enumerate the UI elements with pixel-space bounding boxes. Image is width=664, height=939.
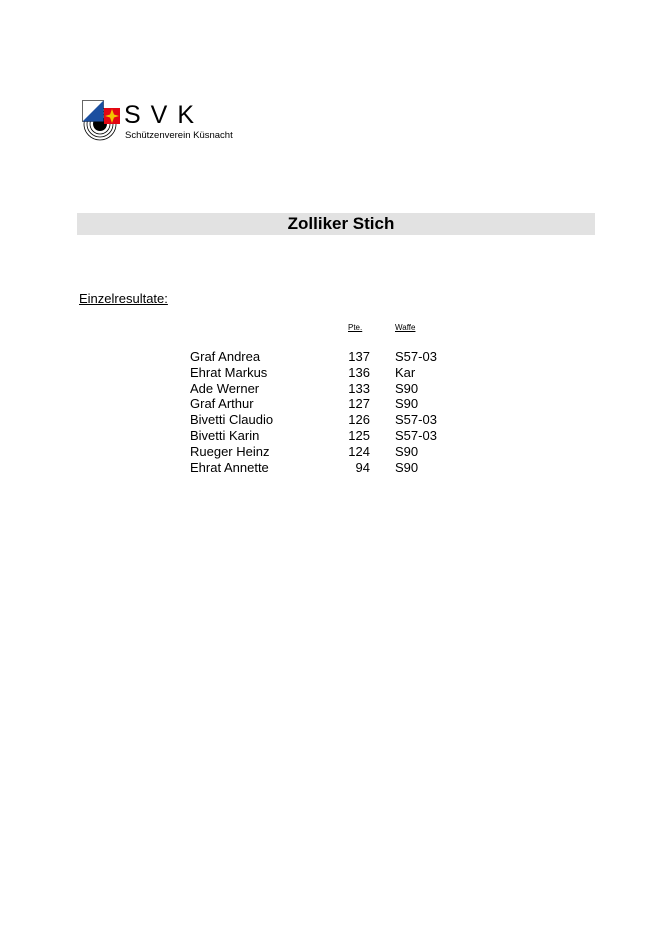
result-row <box>190 460 490 476</box>
shooter-weapon: S57-03 <box>395 349 437 364</box>
club-logo <box>82 100 252 150</box>
shooter-name: Ehrat Markus <box>190 364 268 380</box>
shooter-name: Ehrat Annette <box>190 459 269 475</box>
shooter-points: 125 <box>348 427 370 443</box>
shooter-weapon: Kar <box>395 364 416 380</box>
title-bar <box>77 213 595 235</box>
shooter-name: Ade Werner <box>190 380 260 396</box>
shooter-weapon: S57-03 <box>395 427 437 443</box>
results-list <box>190 349 490 475</box>
result-row <box>190 365 490 381</box>
shooter-points: 136 <box>348 364 370 380</box>
shooter-weapon: S90 <box>395 443 419 459</box>
result-row <box>190 381 490 397</box>
shooter-name: Graf Arthur <box>190 396 254 412</box>
shooter-name: Bivetti Karin <box>190 427 260 443</box>
shooter-name: Rueger Heinz <box>190 443 270 459</box>
shooter-points: 133 <box>348 380 370 396</box>
shooter-weapon: S90 <box>395 396 419 412</box>
shooter-points: 126 <box>348 412 370 428</box>
logo-letters: SVK <box>124 101 205 129</box>
shooter-name: Graf Andrea <box>190 349 261 364</box>
result-row <box>190 428 490 444</box>
section-label: Einzelresultate: <box>79 291 168 306</box>
result-row <box>190 412 490 428</box>
shooter-weapon: S90 <box>395 380 419 396</box>
shooter-points: 127 <box>348 396 370 412</box>
result-row <box>190 349 490 365</box>
shooter-points: 137 <box>348 349 370 364</box>
zurich-flag-icon <box>82 100 104 122</box>
shooter-name: Bivetti Claudio <box>190 412 274 428</box>
shooter-weapon: S57-03 <box>395 412 437 428</box>
shooter-points: 94 <box>355 459 370 475</box>
weapon-column-header: Waffe <box>395 323 416 332</box>
logo-subtitle: Schützenverein Küsnacht <box>125 130 233 141</box>
result-row <box>190 444 490 460</box>
result-row <box>190 396 490 412</box>
shooter-weapon: S90 <box>395 459 419 475</box>
shooter-points: 124 <box>348 443 370 459</box>
page-title: Zolliker Stich <box>287 214 395 233</box>
points-column-header: Pte. <box>348 323 363 332</box>
